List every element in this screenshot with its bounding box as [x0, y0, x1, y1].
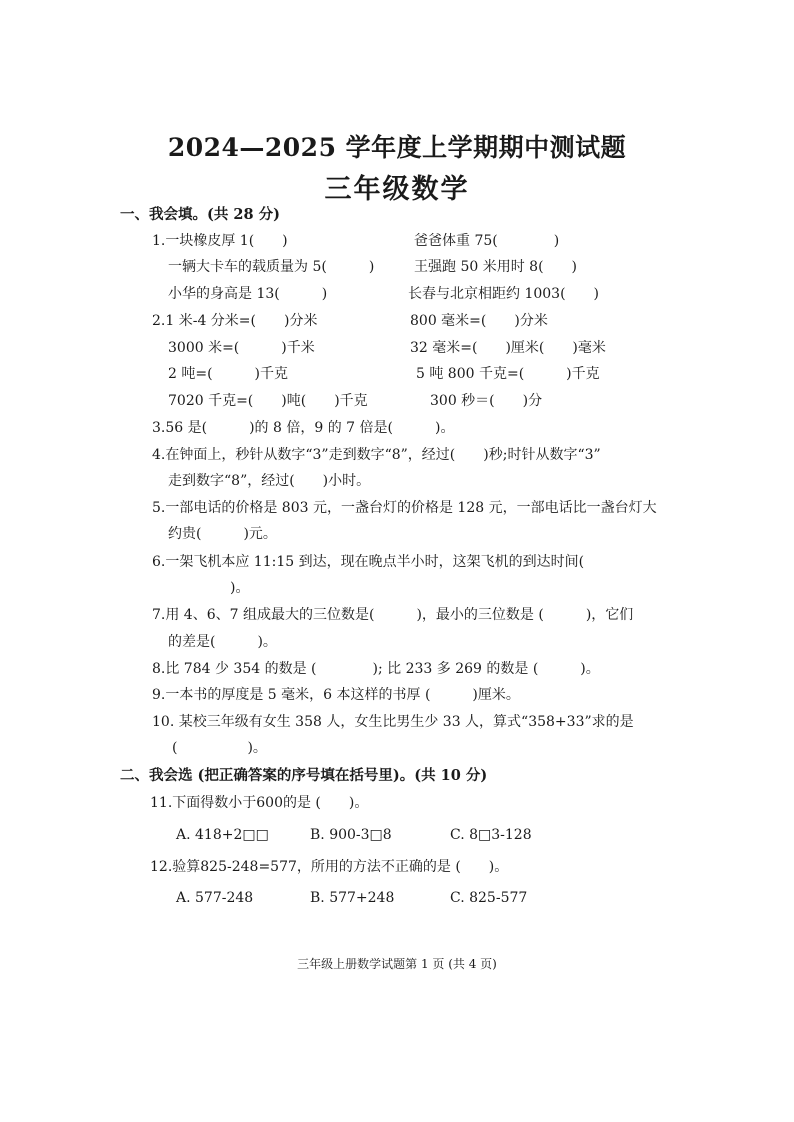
q12-option-b: B. 577+248: [310, 890, 395, 906]
q8-text: 8.比 784 少 354 的数是 ( ); 比 233 多 269 的数是 ( )。: [152, 661, 600, 677]
q11-option-a: A. 418+2□□: [176, 827, 269, 843]
q11-stem: 11.下面得数小于600的是 ( )。: [150, 795, 369, 811]
section1-heading: 一、我会填。(共 28 分): [120, 206, 280, 223]
q1-item-a: 1.一块橡皮厚 1( ): [152, 233, 288, 249]
q2-item-a: 2.1 米-4 分米=( )分米: [152, 313, 318, 329]
q1-item-e: 小华的身高是 13( ): [168, 286, 328, 302]
q1-item-b: 爸爸体重 75( ): [414, 233, 560, 249]
q4-line1: 4.在钟面上，秒针从数字“3”走到数字“8”，经过( )秒;时针从数字“3”: [152, 447, 601, 463]
q5-line2: 约贵( )元。: [168, 526, 277, 542]
q5-line1: 5.一部电话的价格是 803 元，一盏台灯的价格是 128 元，一部电话比一盏台灯大: [152, 500, 657, 516]
exam-subtitle: 三年级数学: [324, 174, 470, 205]
q12-option-a: A. 577-248: [176, 890, 254, 906]
q2-item-g: 7020 千克=( )吨( )千克: [168, 393, 368, 409]
q9-text: 9.一本书的厚度是 5 毫米，6 本这样的书厚 ( )厘米。: [152, 687, 520, 703]
q11-option-b: B. 900-3□8: [310, 827, 392, 843]
q2-item-b: 800 毫米=( )分米: [410, 313, 548, 329]
q3-text: 3.56 是( )的 8 倍，9 的 7 倍是( )。: [152, 420, 455, 436]
q2-item-c: 3000 米=( )千米: [168, 340, 315, 356]
page-footer: 三年级上册数学试题第 1 页 (共 4 页): [297, 957, 497, 971]
q11-option-c: C. 8□3-128: [450, 827, 532, 843]
section2-heading: 二、我会选 (把正确答案的序号填在括号里)。(共 10 分): [120, 767, 488, 784]
q7-line2: 的差是( )。: [168, 634, 277, 650]
q7-line1: 7.用 4、6、7 组成最大的三位数是( )，最小的三位数是 ( )，它们: [152, 607, 634, 623]
q2-item-f: 5 吨 800 千克=( )千克: [416, 366, 600, 382]
q1-item-d: 王强跑 50 米用时 8( ): [414, 259, 577, 275]
q12-option-c: C. 825-577: [450, 890, 528, 906]
exam-title: 2024—2025 学年度上学期期中测试题: [167, 133, 627, 162]
q1-item-f: 长春与北京相距约 1003( ): [408, 286, 600, 302]
q6-line1: 6.一架飞机本应 11:15 到达，现在晚点半小时，这架飞机的到达时间(: [152, 554, 585, 570]
q2-item-e: 2 吨=( )千克: [168, 366, 289, 382]
q1-item-c: 一辆大卡车的载质量为 5( ): [168, 259, 375, 275]
q4-line2: 走到数字“8”，经过( )小时。: [168, 473, 371, 489]
q2-item-h: 300 秒＝( )分: [430, 393, 543, 409]
q6-line2: )。: [230, 580, 250, 596]
q12-stem: 12.验算825-248=577，所用的方法不正确的是 ( )。: [150, 859, 509, 875]
q10-line1: 10. 某校三年级有女生 358 人，女生比男生少 33 人，算式“358+33”求的是: [152, 714, 634, 730]
q10-line2: ( )。: [172, 740, 267, 756]
q2-item-d: 32 毫米=( )厘米( )毫米: [410, 340, 606, 356]
